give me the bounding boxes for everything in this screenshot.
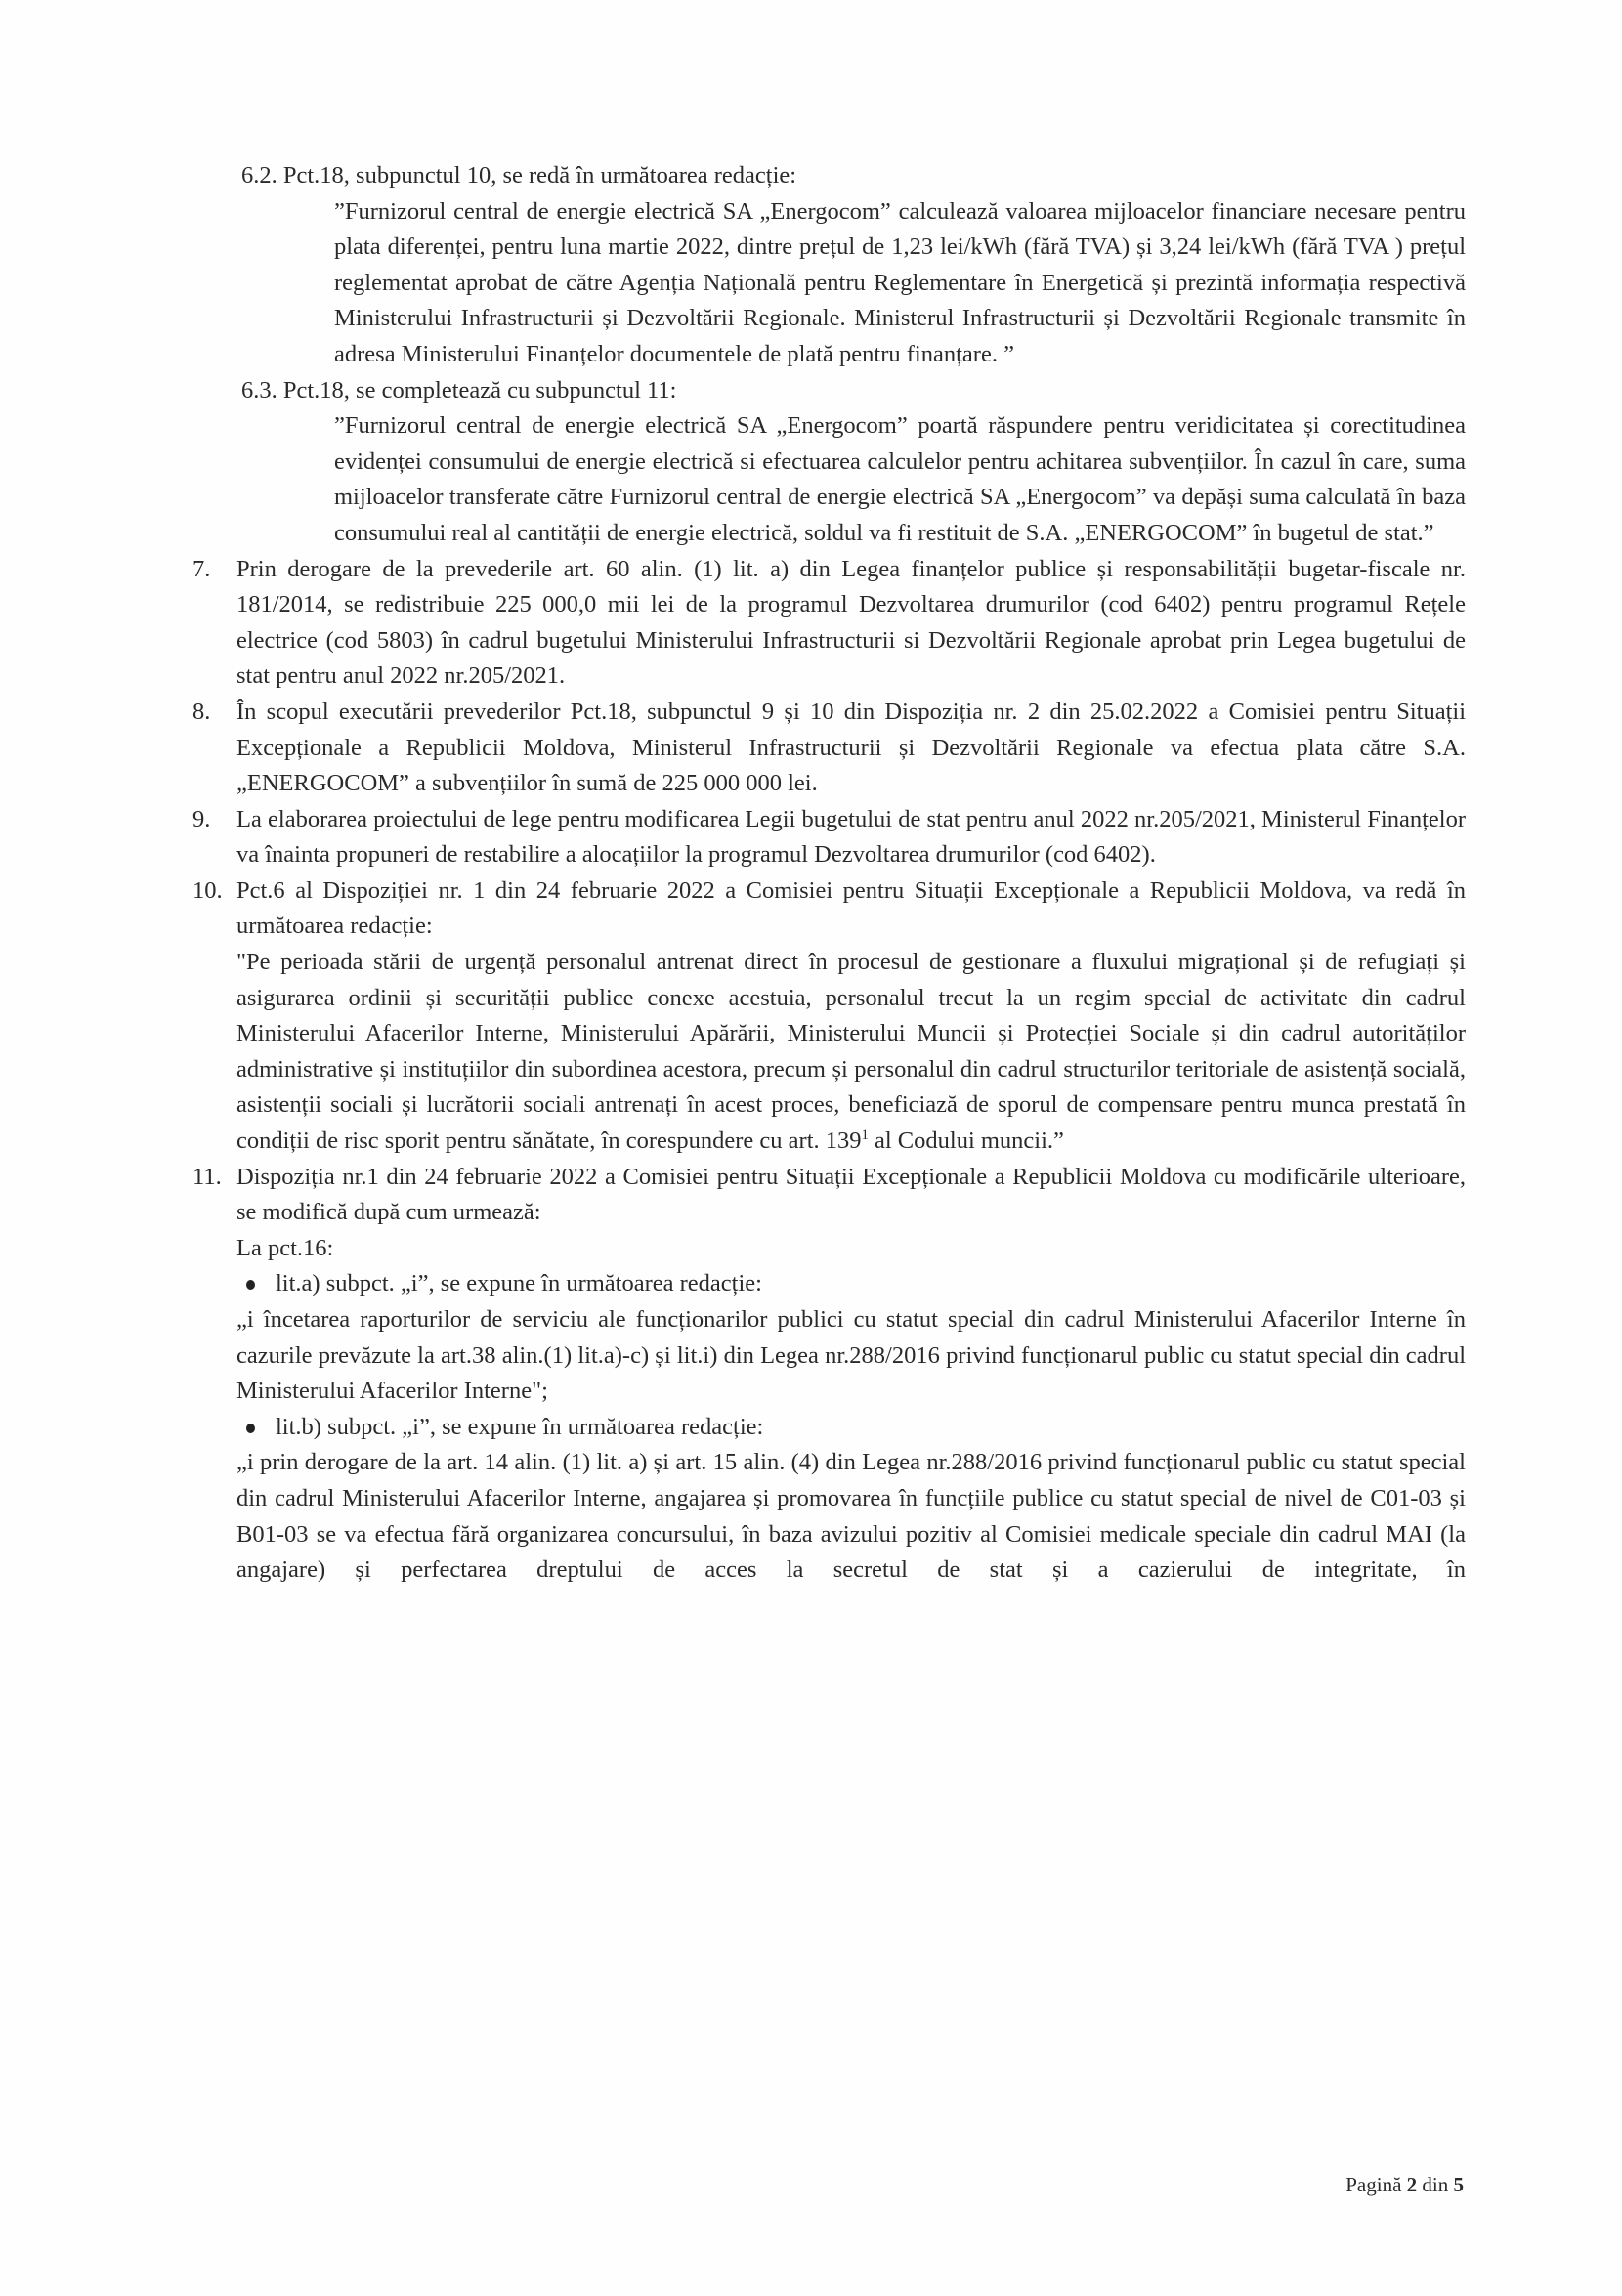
item-number: 7. [192, 555, 211, 582]
section-6-2-quote: ”Furnizorul central de energie electrică SA „Energocom” calculează valoarea mijloacelor financiare necesare pentru plata diferenței, pentru luna martie 2022, dintre prețul de 1,23 lei/kWh (fără TVA) și 3,24 lei/kWh (fără TVA ) prețul reglementat aprobat de către Agenția Națională pentru Reglementare în Energetică și prezintă informația respectivă Ministerului Infrastructurii și Dezvoltării Regionale. Ministerul Infrastructurii și Dezvoltării Regionale transmite în adresa Ministerului Finanțelor documentele de plată pentru finanțare. ” [334, 197, 1466, 367]
item-number: 10. [192, 876, 223, 904]
item-text: La elaborarea proiectului de lege pentru modificarea Legii bugetului de stat pentru anul 2022 nr.205/2021, Ministerul Finanțelor va înainta propuneri de restabilire a alocațiilor la programul Dezvoltarea drumurilor (cod 6402). [236, 805, 1466, 869]
section-6-3-quote: ”Furnizorul central de energie electrică SA „Energocom” poartă răspundere pentru veridicitatea și corectitudinea evidenței consumului de energie electrică si efectuarea calculelor pentru achitarea subvențiilor. În cazul în care, suma mijloacelor transferate către Furnizorul central de energie electrică SA „Energocom” va depăși suma calculată în baza consumului real al cantității de energie electrică, soldul va fi restituit de S.A. „ENERGOCOM” în bugetul de stat.” [334, 412, 1466, 546]
quote-text-end: al Codului muncii.” [868, 1127, 1064, 1155]
item-number: 9. [192, 805, 211, 832]
bullet-label: lit.a) subpct. „i”, se expune în următoarea redacție: [276, 1270, 762, 1297]
total-pages-number: 5 [1453, 2173, 1464, 2196]
bullet-item [276, 1410, 1466, 1446]
item-10-quote [236, 945, 1466, 1160]
bullet-quote: „i încetarea raporturilor de serviciu ale funcționarilor publici cu statut special din cadrul Ministerului Afacerilor Interne în cazurile prevăzute la art.38 alin.(1) lit.a)-c) și lit.i) din Legea nr.288/2016 privind funcționarul public cu statut special din cadrul Ministerului Afacerilor Interne"; [236, 1306, 1466, 1405]
item-number: 8. [192, 698, 211, 725]
quote-text: "Pe perioada stării de urgență personalul antrenat direct în procesul de gestionare a fluxului migrațional și de refugiați și asigurarea ordinii și securității publice conexe acestuia, personalul trecut la un regim special de activitate din cadrul Ministerului Afacerilor Interne, Ministerului Apărării, Ministerului Muncii și Protecției Sociale și din cadrul autorităților administrative și instituțiilor din subordinea acestora, precum și personalul din cadrul structurilor teritoriale de asistență socială, asistenții sociali și lucrătorii sociali antrenați în acest proces, beneficiază de sporul de compensare pentru munca prestată în condiții de risc sporit pentru sănătate, în corespundere cu art. 139 [236, 949, 1466, 1155]
bullet-label: lit.b) subpct. „i”, se expune în următoarea redacție: [276, 1413, 764, 1440]
item-text: Pct.6 al Dispoziției nr. 1 din 24 februarie 2022 a Comisiei pentru Situații Excepționale a Republicii Moldova, va redă în următoarea redacție: [236, 876, 1466, 940]
bullet-item [276, 1266, 1466, 1302]
item-number: 11. [192, 1163, 222, 1190]
item-text: Prin derogare de la prevederile art. 60 alin. (1) lit. a) din Legea finanțelor publice și responsabilității bugetar-fiscale nr. 181/2014, se redistribuie 225 000,0 mii lei de la programul Dezvoltarea drumurilor (cod 6402) pentru programul Rețele electrice (cod 5803) în cadrul bugetului Ministerului Infrastructurii si Dezvoltării Regionale aprobat prin Legea bugetului de stat pentru anul 2022 nr.205/2021. [236, 555, 1466, 690]
list-item-11 [0, 1160, 1466, 1267]
page-footer [1345, 2167, 1464, 2203]
footer-prefix: Pagină [1345, 2173, 1407, 2196]
current-page-number: 2 [1406, 2173, 1418, 2196]
sub-heading: La pct.16: [236, 1234, 334, 1261]
bullet-icon [246, 1280, 255, 1290]
section-6-2-heading: 6.2. Pct.18, subpunctul 10, se redă în următoarea redacție: [241, 162, 797, 189]
list-item-7 [0, 552, 1466, 695]
section-6-3-heading: 6.3. Pct.18, se completează cu subpunctul 11: [241, 376, 677, 404]
bullet-icon [246, 1424, 255, 1433]
list-item-10 [0, 873, 1466, 1160]
list-item-8 [0, 695, 1466, 802]
footer-middle: din [1417, 2173, 1454, 2196]
item-text: În scopul executării prevederilor Pct.18, subpunctul 9 și 10 din Dispoziția nr. 2 din 25.02.2022 a Comisiei pentru Situații Excepționale a Republicii Moldova, Ministerul Infrastructurii și Dezvoltării Regionale va efectua plata către S.A. „ENERGOCOM” a subvențiilor în sumă de 225 000 000 lei. [236, 698, 1466, 797]
bullet-quote: „i prin derogare de la art. 14 alin. (1) lit. a) și art. 15 alin. (4) din Legea nr.288/2016 privind funcționarul public cu statut special din cadrul Ministerului Afacerilor Interne, angajarea și promovarea în funcțiile publice cu statut special de nivel de C01-03 și B01-03 se va efectua fără organizarea concursului, în baza avizului pozitiv al Comisiei medicale speciale din cadrul MAI (la angajare) și perfectarea dreptului de acces la secretul de stat și a cazierului de integritate, în [236, 1449, 1466, 1584]
list-item-9 [0, 802, 1466, 873]
document-body [0, 158, 1622, 1589]
item-text: Dispoziția nr.1 din 24 februarie 2022 a Comisiei pentru Situații Excepționale a Republicii Moldova cu modificările ulterioare, se modifică după cum urmează: [236, 1163, 1466, 1226]
superscript: 1 [861, 1127, 869, 1143]
